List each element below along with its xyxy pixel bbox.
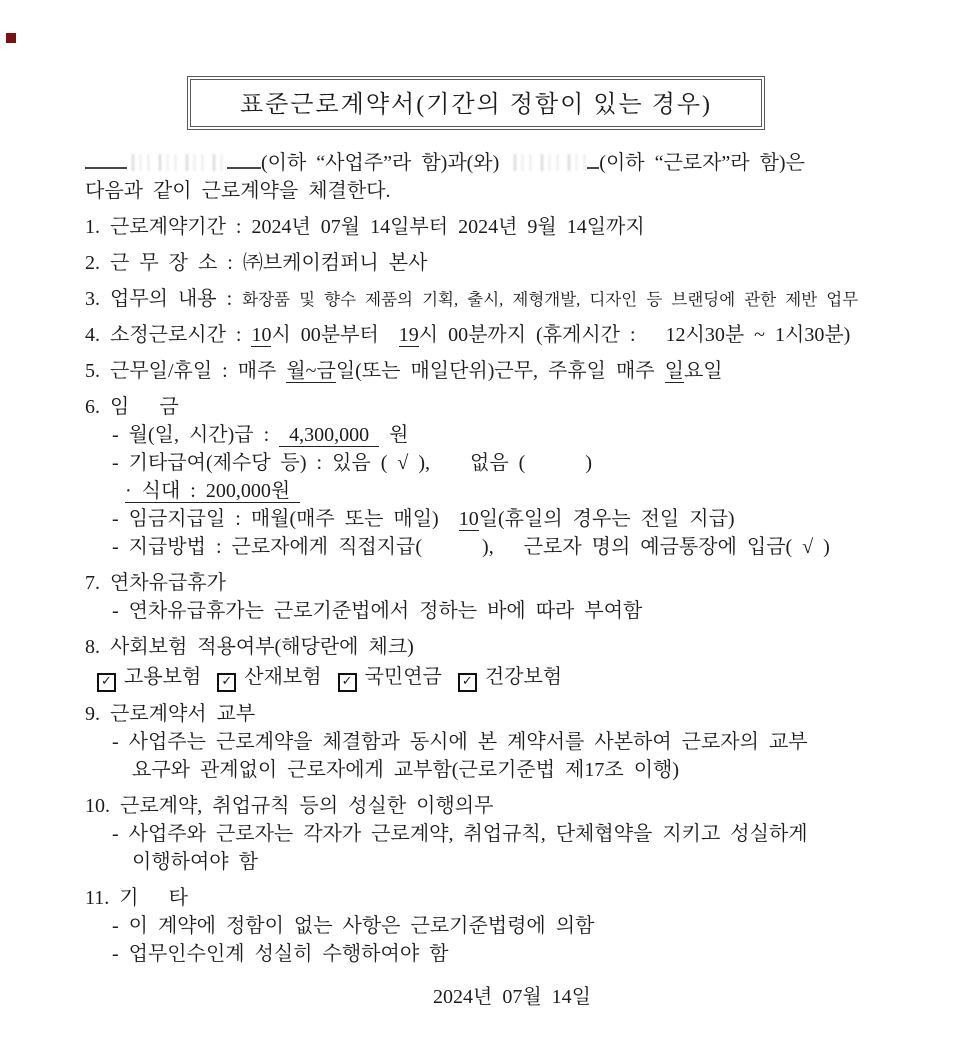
text-segment: 7. 연차유급휴가	[85, 572, 226, 594]
clause-6-sub-meal-allowance	[85, 478, 891, 505]
text-segment: 시 00분부터	[271, 324, 399, 346]
text-segment: 5. 근무일/휴일 : 매주	[85, 360, 287, 382]
text-segment: 요일	[683, 360, 723, 382]
clause-6-wages	[85, 394, 891, 421]
clause-2-workplace	[85, 250, 891, 277]
intro-line-2	[85, 178, 891, 205]
text-segment: 6. 임 금	[85, 396, 179, 418]
work-end-hour: 19	[398, 324, 419, 346]
text-segment: 3. 업무의 내용 :	[85, 288, 243, 310]
text-segment: - 사업주는 근로계약을 체결함과 동시에 본 계약서를 사본하여 근로자의 교부	[112, 731, 808, 753]
clause-5-workdays-holiday	[85, 358, 891, 385]
text-segment: 4. 소정근로시간 :	[85, 324, 252, 346]
clause-10-sub-line-1	[85, 821, 891, 848]
clause-1-contract-period	[85, 214, 891, 241]
text-segment: 이행하여야 함	[132, 851, 258, 873]
payday-value: 10	[458, 508, 479, 530]
text-segment: 시 00분까지 (휴게시간 : 12시30분 ~ 1시30분)	[418, 324, 851, 346]
text-segment: 다음과 같이 근로계약을 체결한다.	[85, 180, 391, 202]
text-segment: 8. 사회보험 적용여부(해당란에 체크)	[85, 636, 414, 658]
clause-10-faithful-performance	[85, 793, 891, 820]
clause-9-sub-line-1	[85, 729, 891, 756]
employment-insurance-label: 고용보험	[124, 666, 202, 688]
clause-11-sub-line-1	[85, 913, 891, 940]
page-title: 표준근로계약서(기간의 정함이 있는 경우)	[190, 79, 762, 127]
clause-6-sub-payday	[85, 506, 891, 533]
clause-9-contract-copy	[85, 701, 891, 728]
clause-11-others	[85, 885, 891, 912]
clause-9-sub-line-2	[85, 757, 891, 784]
text-segment: 9. 근로계약서 교부	[85, 703, 256, 725]
text-segment: 2. 근 무 장 소 : ㈜브케이컴퍼니 본사	[85, 252, 428, 274]
accident-insurance-label: 산재보험	[244, 666, 322, 688]
text-segment: 1. 근로계약기간 : 2024년 07월 14일부터 2024년 9월 14일까지	[85, 216, 645, 238]
wage-amount: 4,300,000	[279, 424, 380, 446]
clause-4-working-hours	[85, 322, 891, 349]
checked-checkbox-icon: ✓	[97, 673, 116, 692]
clause-6-sub-payment-method	[85, 534, 891, 561]
clause-3-job-description	[85, 286, 891, 313]
text-segment: - 임금지급일 : 매월(매주 또는 매일)	[112, 508, 459, 530]
text-segment: 요구와 관계없이 근로자에게 교부함(근로기준법 제17조 이행)	[132, 759, 679, 781]
checked-checkbox-icon: ✓	[338, 673, 357, 692]
text-segment: - 사업주와 근로자는 각자가 근로계약, 취업규칙, 단체협약을 지키고 성실하게	[112, 823, 808, 845]
work-start-hour: 10	[251, 324, 272, 346]
employer-name-blank	[85, 151, 127, 169]
worker-name-blank-end	[587, 151, 599, 169]
weekly-holiday-value: 일	[664, 360, 684, 382]
intro-line-1	[85, 150, 891, 177]
contract-date: 2024년 07월 14일	[433, 986, 591, 1008]
text-segment: - 지급방법 : 근로자에게 직접지급( ), 근로자 명의 예금통장에 입금( √ )	[112, 536, 830, 558]
clause-8-social-insurance	[85, 634, 891, 661]
text-segment: - 이 계약에 정함이 없는 사항은 근로기준법령에 의함	[112, 915, 595, 937]
text-segment: - 업무인수인계 성실히 수행하여야 함	[112, 943, 449, 965]
job-description-text: 화장품 및 향수 제품의 기획, 출시, 제형개발, 디자인 등 브랜딩에 관한 제반 업무	[242, 290, 859, 309]
clause-6-sub-extra-pay	[85, 450, 891, 477]
clause-7-sub	[85, 598, 891, 625]
document-body	[85, 150, 891, 968]
checked-checkbox-icon: ✓	[458, 673, 477, 692]
text-segment: - 연차유급휴가는 근로기준법에서 정하는 바에 따라 부여함	[112, 600, 643, 622]
employer-name-blank-end	[227, 151, 261, 169]
text-segment: 11. 기 타	[85, 887, 188, 909]
clause-8-checkboxes	[85, 664, 891, 692]
health-insurance-label: 건강보험	[484, 666, 563, 688]
text-segment: - 월(일, 시간)급 :	[112, 424, 280, 446]
text-segment: (이하 “사업주”라 함)과(와)	[261, 152, 510, 174]
text-segment: 10. 근로계약, 취업규칙 등의 성실한 이행의무	[85, 795, 494, 817]
text-segment: 일(휴일의 경우는 전일 지급)	[478, 508, 735, 530]
text-segment: 원	[379, 424, 409, 446]
clause-11-sub-line-2	[85, 941, 891, 968]
meal-allowance-value: · 식대 : 200,000원	[125, 480, 301, 502]
worker-name-redacted	[509, 154, 587, 171]
text-segment: 일(또는 매일단위)근무, 주휴일 매주	[335, 360, 665, 382]
text-segment: (이하 “근로자”라 함)은	[599, 152, 805, 174]
red-marker-icon	[6, 33, 16, 43]
national-pension-label: 국민연금	[364, 666, 442, 688]
clause-10-sub-line-2	[85, 849, 891, 876]
clause-7-annual-leave	[85, 570, 891, 597]
workdays-value: 월~금	[286, 360, 336, 382]
text-segment: - 기타급여(제수당 등) : 있음 ( √ ), 없음 ( )	[112, 452, 592, 474]
employer-name-redacted	[127, 154, 227, 171]
title-box	[187, 76, 765, 130]
checked-checkbox-icon: ✓	[217, 673, 236, 692]
clause-6-sub-monthly-wage	[85, 422, 891, 449]
